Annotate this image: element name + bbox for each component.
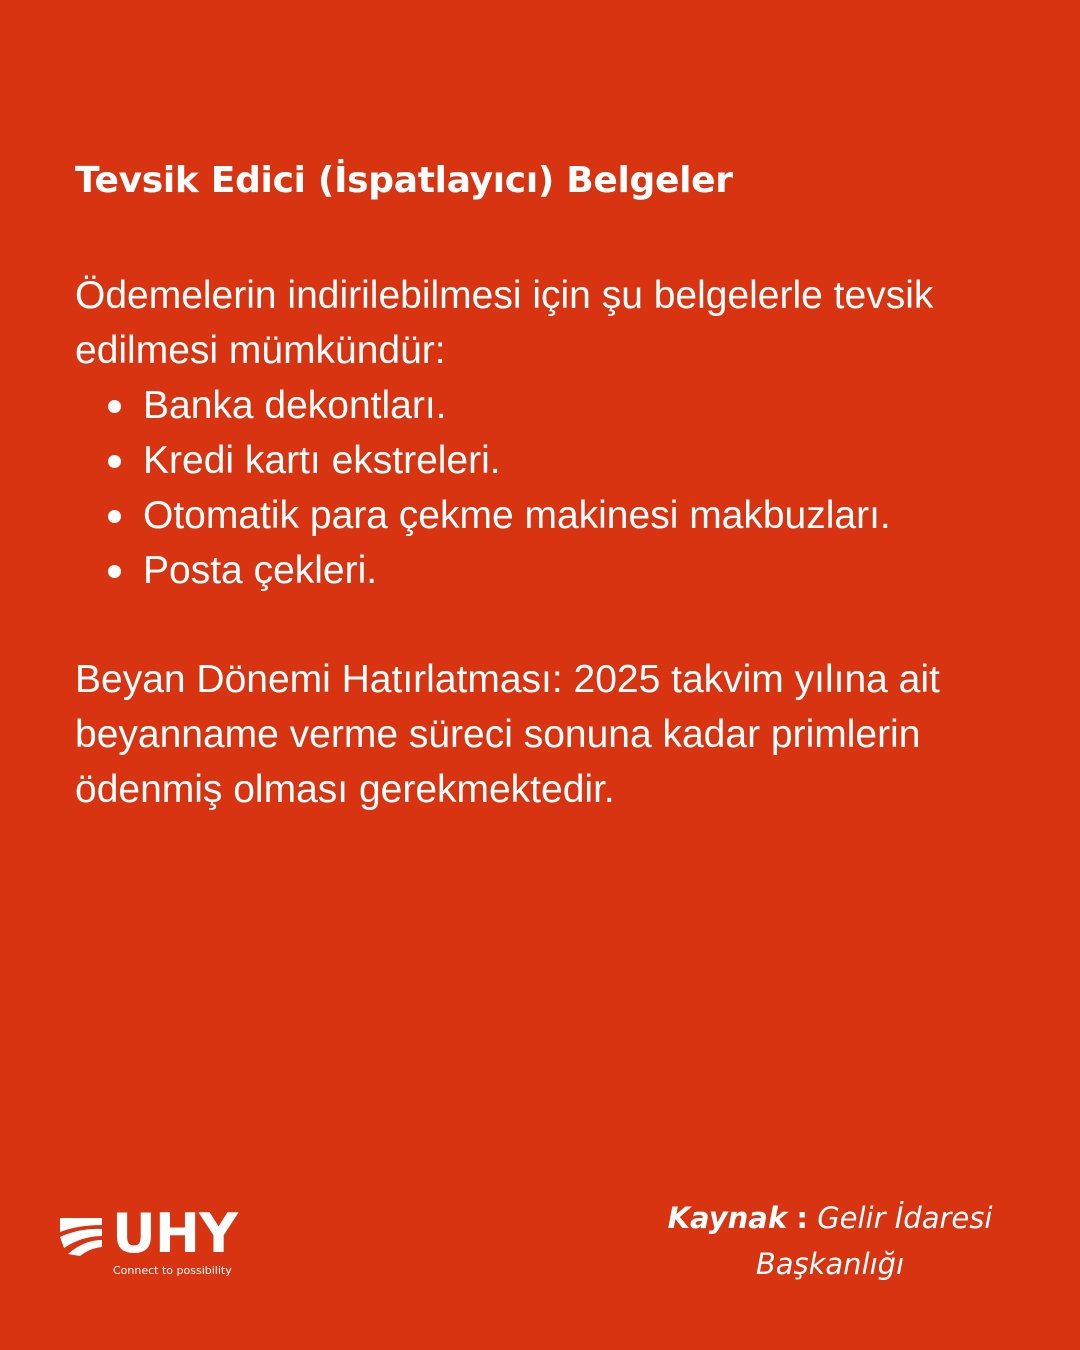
logo-wordmark: UHY	[112, 1202, 238, 1265]
list-item: Otomatik para çekme makinesi makbuzları.	[75, 488, 1015, 543]
uhy-logo	[58, 1202, 258, 1280]
logo-tagline: Connect to possibility	[113, 1264, 232, 1277]
list-item: Banka dekontları.	[75, 378, 1015, 433]
document-list	[75, 378, 1015, 598]
source-value: Gelir İdaresi Başkanlığı	[755, 1201, 993, 1281]
main-content	[75, 150, 1015, 817]
reminder-paragraph: Beyan Dönemi Hatırlatması: 2025 takvim yılına ait beyanname verme süreci sonuna kadar primlerin ödenmiş olması gerekmektedir.	[75, 658, 940, 811]
source-note	[630, 1195, 1030, 1287]
uhy-stripes-icon	[58, 1212, 104, 1258]
list-item: Kredi kartı ekstreleri.	[75, 433, 1015, 488]
intro-paragraph: Ödemelerin indirilebilmesi için şu belgelerle tevsik edilmesi mümkündür:	[75, 274, 934, 372]
list-item: Posta çekleri.	[75, 543, 1015, 598]
page-title: Tevsik Edici (İspatlayıcı) Belgeler	[75, 160, 733, 201]
source-label: Kaynak	[667, 1201, 788, 1235]
source-colon: :	[796, 1201, 808, 1235]
